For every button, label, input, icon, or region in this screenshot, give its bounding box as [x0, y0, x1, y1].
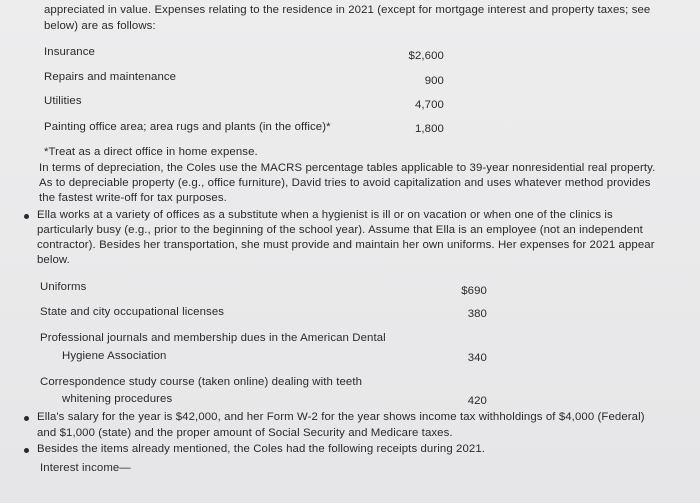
- expense-amount: 1,800: [414, 123, 444, 135]
- expense-amount: 900: [424, 75, 444, 87]
- ella-line-4: below.: [37, 254, 70, 266]
- ella-expense-label: State and city occupational licenses: [40, 306, 225, 318]
- depreciation-line-2: As to depreciable property (e.g., office furniture), David tries to avoid capitalization and uses whatever method provides: [39, 177, 651, 189]
- receipts-line: Besides the items already mentioned, the Coles had the following receipts during 2021.: [37, 443, 486, 455]
- ella-line-3: contractor). Besides her transportation, she must provide and maintain her own uniforms. Her expenses for 2021 appear: [37, 239, 655, 251]
- expense-label: Utilities: [44, 95, 82, 107]
- ella-expense-label-cont: Hygiene Association: [62, 350, 167, 362]
- ella-expense-label: Correspondence study course (taken online) dealing with teeth: [40, 376, 363, 388]
- bullet-point: [24, 214, 29, 219]
- expense-label: Insurance: [44, 46, 95, 58]
- ella-line-1: Ella works at a variety of offices as a substitute when a hygienist is ill or on vacation or when one of the clinics is: [37, 209, 613, 221]
- ella-expense-label: Uniforms: [40, 281, 87, 293]
- expense-amount: $2,600: [408, 50, 444, 62]
- salary-line-1: Ella's salary for the year is $42,000, and her Form W-2 for the year shows income tax withholdings of $4,000 (Federal): [37, 411, 645, 423]
- expense-label: Repairs and maintenance: [44, 71, 177, 83]
- interest-income-label: Interest income—: [40, 462, 131, 474]
- depreciation-line-3: the fastest write-off for tax purposes.: [39, 192, 227, 204]
- ella-expense-amount: 420: [467, 395, 487, 407]
- ella-expense-amount: $690: [461, 285, 487, 297]
- expense-amount: 4,700: [414, 99, 444, 111]
- intro-line-1: appreciated in value. Expenses relating to the residence in 2021 (except for mortgage interest and property taxes; see: [44, 4, 651, 16]
- ella-line-2: particularly busy (e.g., prior to the beginning of the school year). Assume that Ella is an employee (not an independent: [37, 224, 643, 236]
- footnote: *Treat as a direct office in home expense.: [44, 146, 258, 158]
- depreciation-line-1: In terms of depreciation, the Coles use the MACRS percentage tables applicable to 39-year nonresidential real property.: [39, 162, 656, 174]
- ella-expense-amount: 380: [467, 308, 487, 320]
- salary-line-2: and $1,000 (state) and the proper amount of Social Security and Medicare taxes.: [37, 427, 453, 439]
- bullet-point: [24, 416, 29, 421]
- ella-expense-label-cont: whitening procedures: [62, 393, 173, 405]
- expense-label: Painting office area; area rugs and plants (in the office)*: [44, 121, 331, 133]
- ella-expense-amount: 340: [467, 352, 487, 364]
- bullet-point: [24, 448, 29, 453]
- ella-expense-label: Professional journals and membership dues in the American Dental: [40, 332, 386, 344]
- intro-line-2: below) are as follows:: [44, 20, 156, 32]
